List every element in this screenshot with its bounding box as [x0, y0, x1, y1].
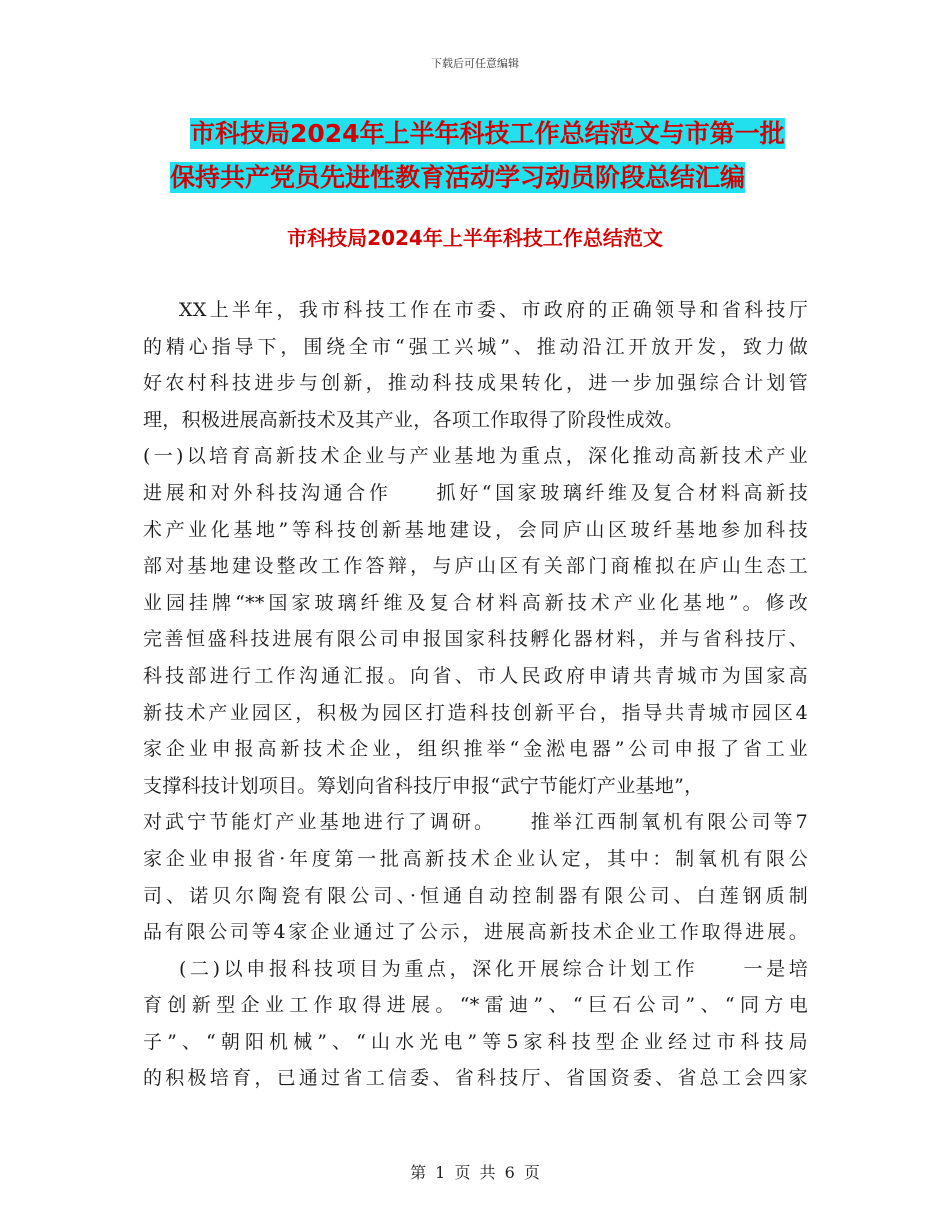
paragraph-line: 品有限公司等4家企业通过了公示，进展高新技术企业工作取得进展。	[143, 921, 808, 944]
paragraph-line: 科技部进行工作沟通汇报。向省、市人民政府申请共青城市为国家高	[143, 664, 808, 687]
body-text	[143, 292, 808, 1097]
paragraph-line: 进展和对外科技沟通合作 抓好“国家玻璃纤维及复合材料高新技	[143, 481, 808, 504]
paragraph-line: 的精心指导下，围绕全市“强工兴城”、推动沿江开放开发，致力做	[143, 335, 808, 358]
paragraph-line: 好农村科技进步与创新，推动科技成果转化，进一步加强综合计划管	[143, 372, 808, 395]
paragraph-line: (一)以培育高新技术企业与产业基地为重点，深化推动高新技术产业	[143, 445, 808, 468]
paragraph-line: 育创新型企业工作取得进展。“*雷迪”、“巨石公司”、“同方电	[143, 994, 808, 1017]
paragraph-line: 家企业申报省·年度第一批高新技术企业认定，其中：制氧机有限公	[143, 847, 808, 870]
paragraph-line: 子”、“朝阳机械”、“山水光电”等5家科技型企业经过市科技局	[143, 1030, 808, 1053]
paragraph-line: 部对基地建设整改工作答辩，与庐山区有关部门商榷拟在庐山生态工	[143, 555, 808, 578]
section-title: 市科技局2024年上半年科技工作总结范文	[287, 226, 663, 250]
paragraph-line: 完善恒盛科技进展有限公司申报国家科技孵化器材料，并与省科技厅、	[143, 628, 808, 651]
document-title	[140, 112, 830, 200]
document-title-line-2: 保持共产党员先进性教育活动学习动员阶段总结汇编	[170, 163, 746, 192]
paragraph-line: XX上半年，我市科技工作在市委、市政府的正确领导和省科技厅	[179, 299, 808, 321]
paragraph-line: 家企业申报高新技术企业，组织推举“金淞电器”公司申报了省工业	[143, 738, 808, 761]
page-footer: 第 1 页 共 6 页	[410, 1163, 540, 1182]
page-header-note: 下载后可任意编辑	[431, 57, 519, 70]
paragraph-line: 支撑科技计划项目。筹划向省科技厅申报“武宁节能灯产业基地”，	[143, 774, 704, 797]
document-title-line-1: 市科技局2024年上半年科技工作总结范文与市第一批	[190, 119, 785, 148]
paragraph-line: 理，积极进展高新技术及其产业，各项工作取得了阶段性成效。	[143, 408, 684, 431]
paragraph-line: 司、诺贝尔陶瓷有限公司、·恒通自动控制器有限公司、白莲钢质制	[143, 884, 808, 907]
paragraph-line: 对武宁节能灯产业基地进行了调研。 推举江西制氧机有限公司等7	[143, 811, 808, 834]
paragraph-line: (二)以申报科技项目为重点，深化开展综合计划工作 一是培	[179, 957, 808, 980]
paragraph-line: 术产业化基地”等科技创新基地建设，会同庐山区玻纤基地参加科技	[143, 518, 808, 541]
paragraph-line: 业园挂牌“**国家玻璃纤维及复合材料高新技术产业化基地”。修改	[143, 591, 808, 614]
paragraph-line: 的积极培育，已通过省工信委、省科技厅、省国资委、省总工会四家	[143, 1067, 808, 1090]
paragraph-line: 新技术产业园区，积极为园区打造科技创新平台，指导共青城市园区4	[143, 701, 808, 724]
